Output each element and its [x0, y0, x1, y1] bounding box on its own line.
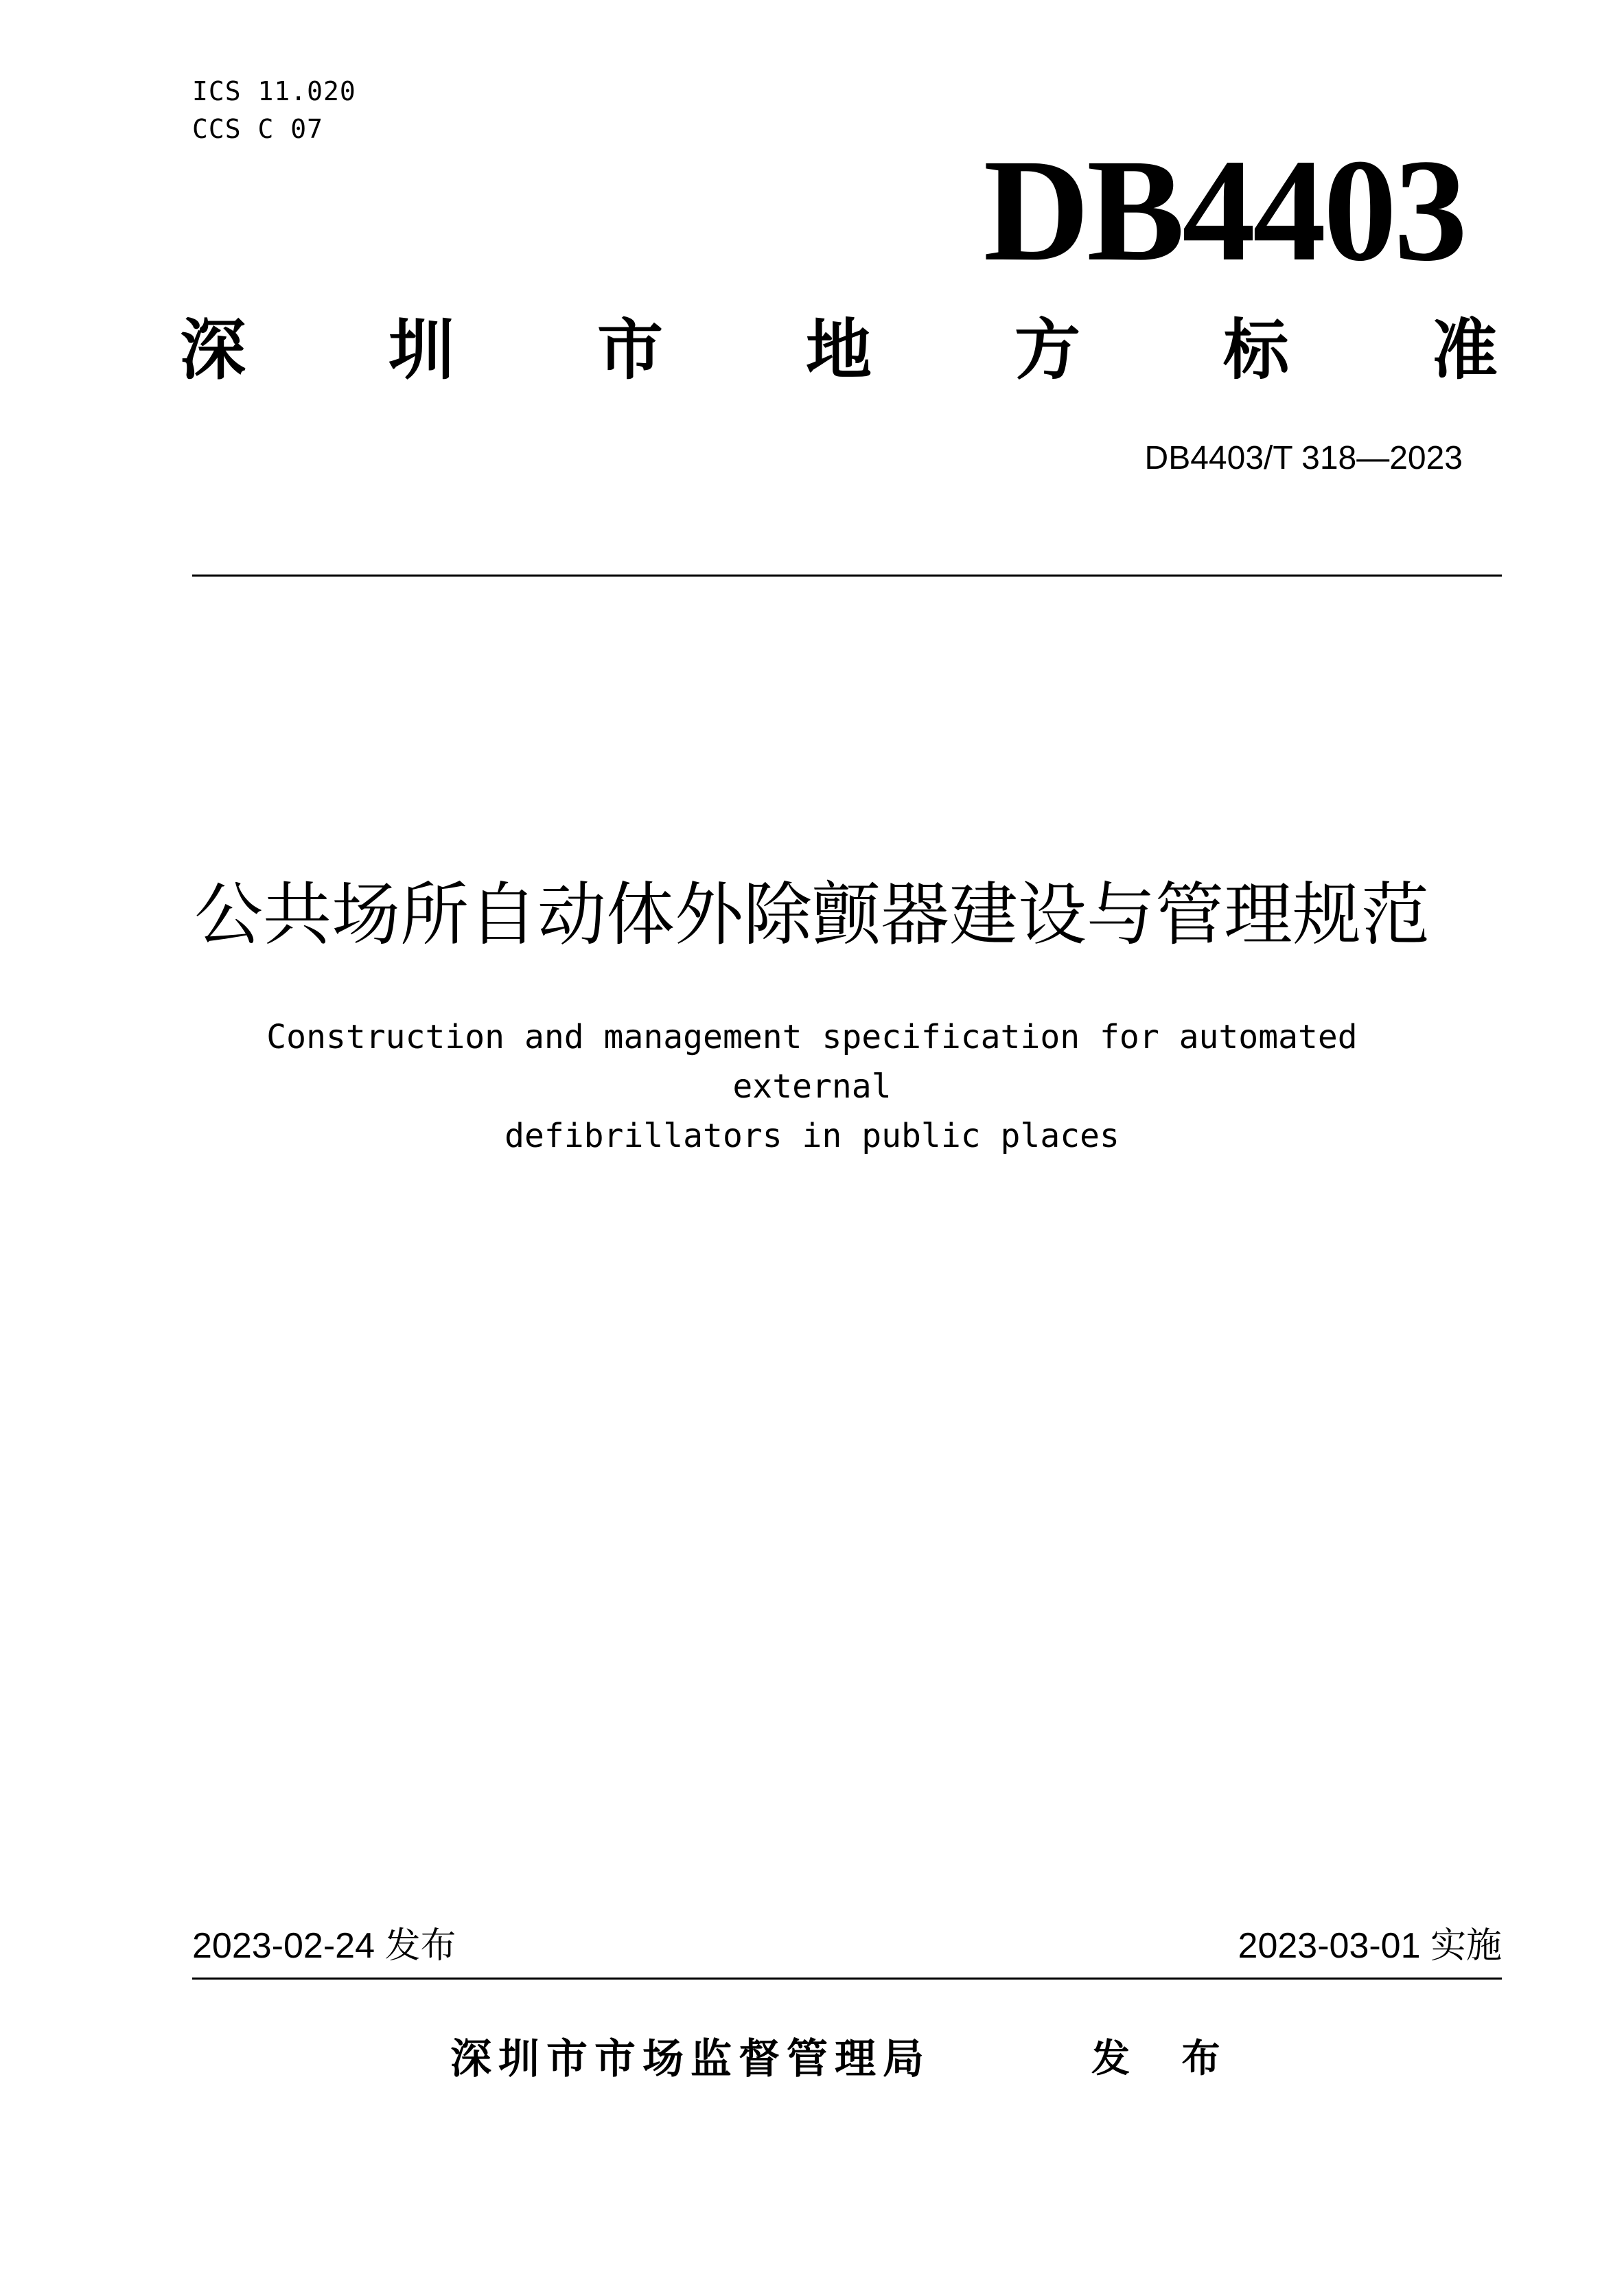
issuing-action: 发 布 [1091, 2037, 1240, 2081]
standard-kind-heading [180, 309, 1498, 391]
issuing-authority: 深圳市市场监督管理局 [450, 2035, 931, 2083]
standard-kind-char: 准 [1432, 312, 1498, 389]
header-divider [192, 575, 1502, 577]
standard-kind-char: 标 [1223, 312, 1289, 389]
ics-code: ICS 11.020 [192, 76, 356, 106]
ccs-code: CCS C 07 [192, 114, 324, 144]
standard-kind-char: 深 [180, 312, 246, 389]
issue-date-line [192, 1922, 456, 1970]
implementation-date-line [1238, 1922, 1502, 1970]
issue-date: 2023-02-24 [192, 1926, 375, 1966]
standard-kind-char: 圳 [388, 312, 454, 389]
standard-kind-char: 市 [597, 312, 663, 389]
standard-kind-char: 方 [1014, 312, 1080, 389]
standard-number: DB4403/T 318—2023 [1144, 440, 1463, 476]
standard-kind-char: 地 [806, 312, 872, 389]
standard-mark: DB4403 [983, 129, 1465, 292]
footer-divider [192, 1978, 1502, 1980]
chinese-title: 公共场所自动体外除颤器建设与管理规范 [194, 874, 1430, 955]
issue-label: 发布 [384, 1925, 456, 1967]
english-title-line: defibrillators in public places [504, 1117, 1120, 1155]
english-title [194, 1012, 1430, 1161]
implementation-label: 实施 [1430, 1925, 1502, 1967]
implementation-date: 2023-03-01 [1238, 1926, 1421, 1966]
english-title-line: Construction and management specification for automated external [266, 1018, 1358, 1106]
